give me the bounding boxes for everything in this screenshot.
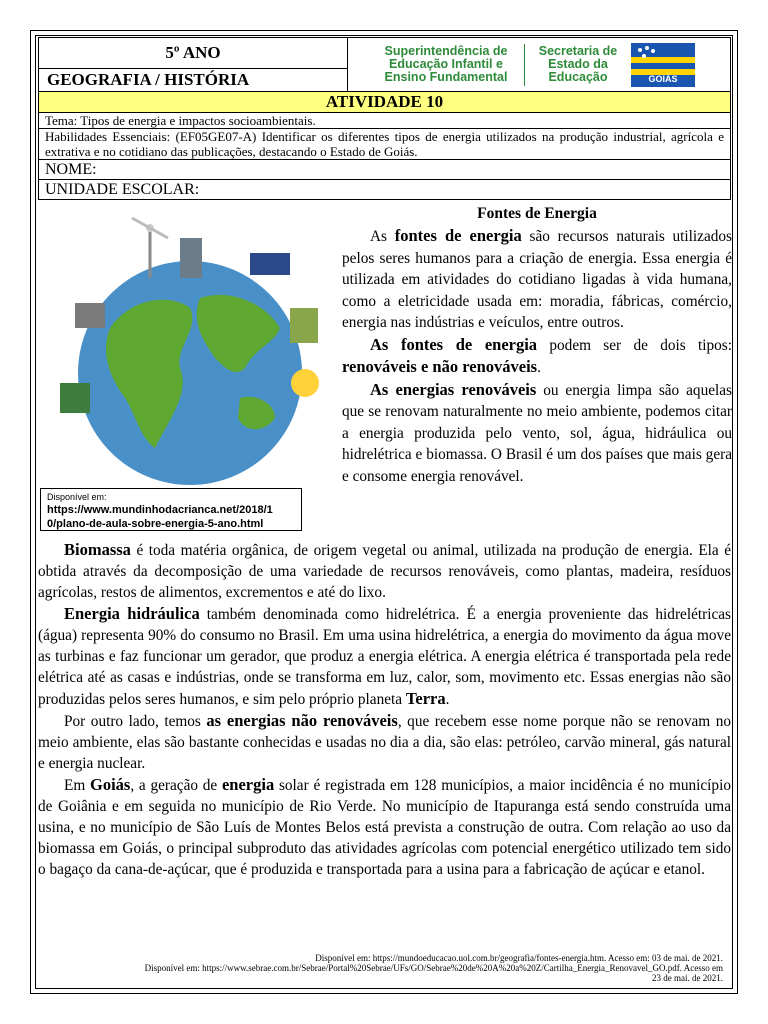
paragraph-fontes: As fontes de energia são recursos naturais utilizados pelos seres humanos para a criação de energia. Essa energia é utilizada em atividades do cotidiano ligadas à vida humana, como a eletricidade usada em: moradia, fábricas, comércio, energia nas indústrias e veículos, entre outros. xyxy=(342,226,732,331)
goias-text: GOIÁS xyxy=(648,73,678,84)
logo-divider xyxy=(524,44,525,86)
footer-source-1: Disponível em: https://mundoeducacao.uol.com.br/geografia/fontes-energia.htm. Acesso em: 03 de mai. de 2021. xyxy=(315,953,723,963)
secretaria-logo: Secretaria de Estado da Educação xyxy=(538,44,618,84)
footer-source-2: Disponível em: https://www.sebrae.com.br/Sebrae/Portal%20Sebrae/UFs/GO/Sebrae%20de%20A%20a%20Z/Cartilha_Energia_Renovavel_GO.pdf. Acesso em xyxy=(144,963,723,973)
nome-field[interactable]: NOME: xyxy=(39,160,731,180)
paragraph-tipos: As fontes de energia podem ser de dois tipos: renováveis e não renováveis. xyxy=(342,334,733,376)
fontes-energia-section xyxy=(342,204,732,487)
section-title: Fontes de Energia xyxy=(477,205,597,222)
habilidades-cell: Habilidades Essenciais: (EF05GE07-A) Identificar os diferentes tipos de energia utilizados na produção industrial, agrícola e extrativa e no cotidiano das publicações, destacando o Estado de Goiás. xyxy=(39,129,731,160)
paragraph-nao-renovaveis: Por outro lado, temos as energias não renováveis, que recebem esse nome porque não se renovam no meio ambiente, elas são bastante conhecidas e usadas no dia a dia, são elas: petróleo, carvão mineral, gás natural e energia nuclear. xyxy=(38,711,731,772)
subject-cell: GEOGRAFIA / HISTÓRIA xyxy=(39,69,348,92)
goias-flag-logo xyxy=(631,43,695,87)
image-source-url-continued[interactable]: 0/plano-de-aula-sobre-energia-5-ano.html xyxy=(47,518,264,530)
paragraph-biomassa: Biomassa é toda matéria orgânica, de origem vegetal ou animal, utilizada na produção de energia. Ela é obtida através da decomposição de uma variedade de recursos renováveis, como plantas, madeira, resíduos agrícolas, restos de alimentos, excrementos e até do lixo. xyxy=(38,540,731,601)
tema-cell: Tema: Tipos de energia e impactos socioambientais. xyxy=(39,113,731,129)
body-text xyxy=(38,539,731,880)
image-source-box xyxy=(40,488,302,531)
grade-cell: 5º ANO xyxy=(39,38,348,69)
paragraph-renovaveis: As energias renováveis ou energia limpa são aquelas que se renovam naturalmente no meio ambiente, podemos citar a energia produzida pelo vento, sol, água, hidráulica ou hidrelétrica e biomassa. O Brasil é um dos países que mais gera e consome energia renovável. xyxy=(342,379,732,485)
activity-title: ATIVIDADE 10 xyxy=(39,92,731,113)
image-source-url[interactable]: https://www.mundinhodacrianca.net/2018/1 xyxy=(47,504,273,516)
logo-cell xyxy=(348,38,731,92)
footer-sources xyxy=(38,953,723,983)
image-source-label: Disponível em: xyxy=(47,492,107,502)
paragraph-hidraulica: Energia hidráulica também denominada como hidrelétrica. É a energia proveniente das hidrelétricas (água) representa 90% do consumo no Brasil. Em uma usina hidrelétrica, a energia do movimento da água move as turbinas e faz funcionar um gerador, que produz a energia elétrica. A energia elétrica é transportada pela rede elétrica até as casas e indústrias, onde se transforma em luz, calor, som, movimento etc. Essas energias não são produzidas pelos seres humanos, e sim pelo próprio planeta Terra. xyxy=(38,604,731,708)
superintendencia-logo: Superintendência de Educação Infantil e Ensino Fundamental xyxy=(384,44,508,84)
paragraph-goias: Em Goiás, a geração de energia solar é registrada em 128 municípios, a maior incidência é no município de Goiânia e em seguida no município de Rio Verde. No município de Itapuranga está sendo construída uma usina, e no município de São Luís de Montes Belos está prevista a construção de outra. Com relação ao uso da biomassa em Goiás, o principal subproduto das atividades agrícolas com potencial energético utilizado tem sido o bagaço da cana-de-açúcar, que é produzida e transportada para a usina para a fabricação de açúcar e etanol. xyxy=(38,775,731,878)
energy-globe-illustration xyxy=(40,208,340,508)
unidade-escolar-field[interactable]: UNIDADE ESCOLAR: xyxy=(39,180,731,200)
header-table xyxy=(38,37,731,200)
star-icon xyxy=(635,45,659,63)
footer-source-2-date: 23 de mai. de 2021. xyxy=(652,973,723,983)
